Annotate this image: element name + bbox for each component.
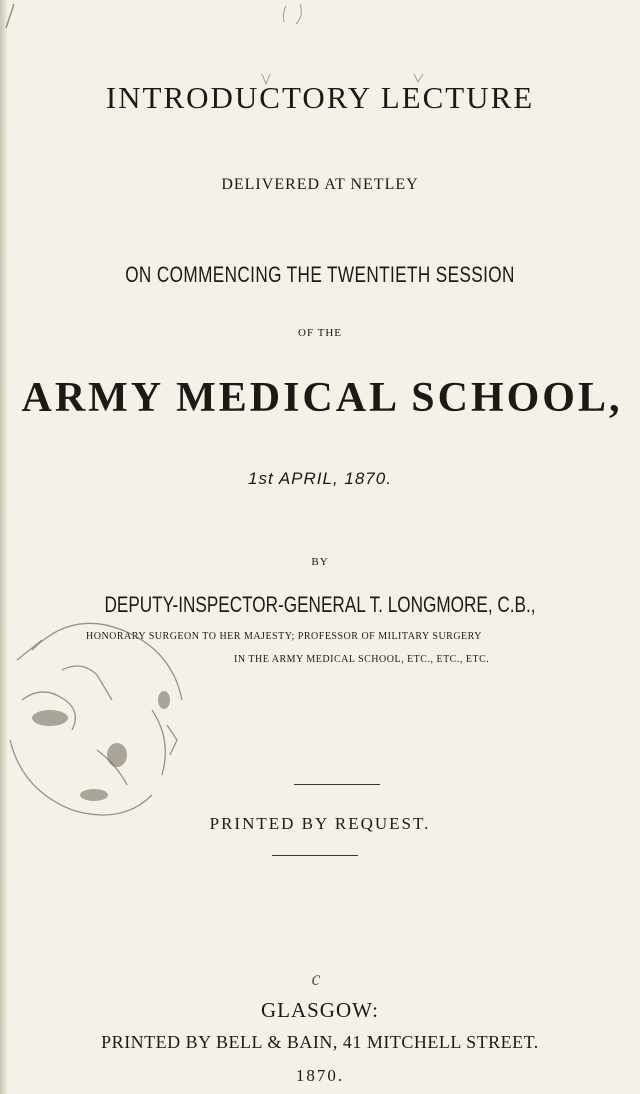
institution-name: ARMY MEDICAL SCHOOL, [21,375,623,421]
library-stamp [2,590,212,830]
imprint-city: GLASGOW: [260,998,380,1022]
divider-rule [294,784,380,785]
author-name: DEPUTY-INSPECTOR-GENERAL T. LONGMORE, C.B., [104,592,536,617]
occasion-line: ON COMMENCING THE TWENTIETH SESSION [125,262,515,287]
lecture-title: INTRODUCTORY LECTURE [105,80,535,115]
divider-rule [272,855,358,856]
imprint-year: 1870. [295,1066,345,1085]
of-the-line: OF THE [298,327,342,339]
printed-by-request: PRINTED BY REQUEST. [209,814,431,833]
delivered-at: DELIVERED AT NETLEY [221,176,419,193]
lecture-date: 1st APRIL, 1870. [248,469,392,488]
author-credentials-1: HONORARY SURGEON TO HER MAJESTY; PROFESSOR OF MILITARY SURGERY [86,631,483,642]
author-credentials-2: IN THE ARMY MEDICAL SCHOOL, ETC., ETC., ETC. [234,654,490,665]
page-edge-shadow [0,0,8,1094]
by-line: BY [311,556,329,568]
handwritten-mark: c [311,968,321,990]
imprint-printer: PRINTED BY BELL & BAIN, 41 MITCHELL STREET. [101,1032,539,1052]
